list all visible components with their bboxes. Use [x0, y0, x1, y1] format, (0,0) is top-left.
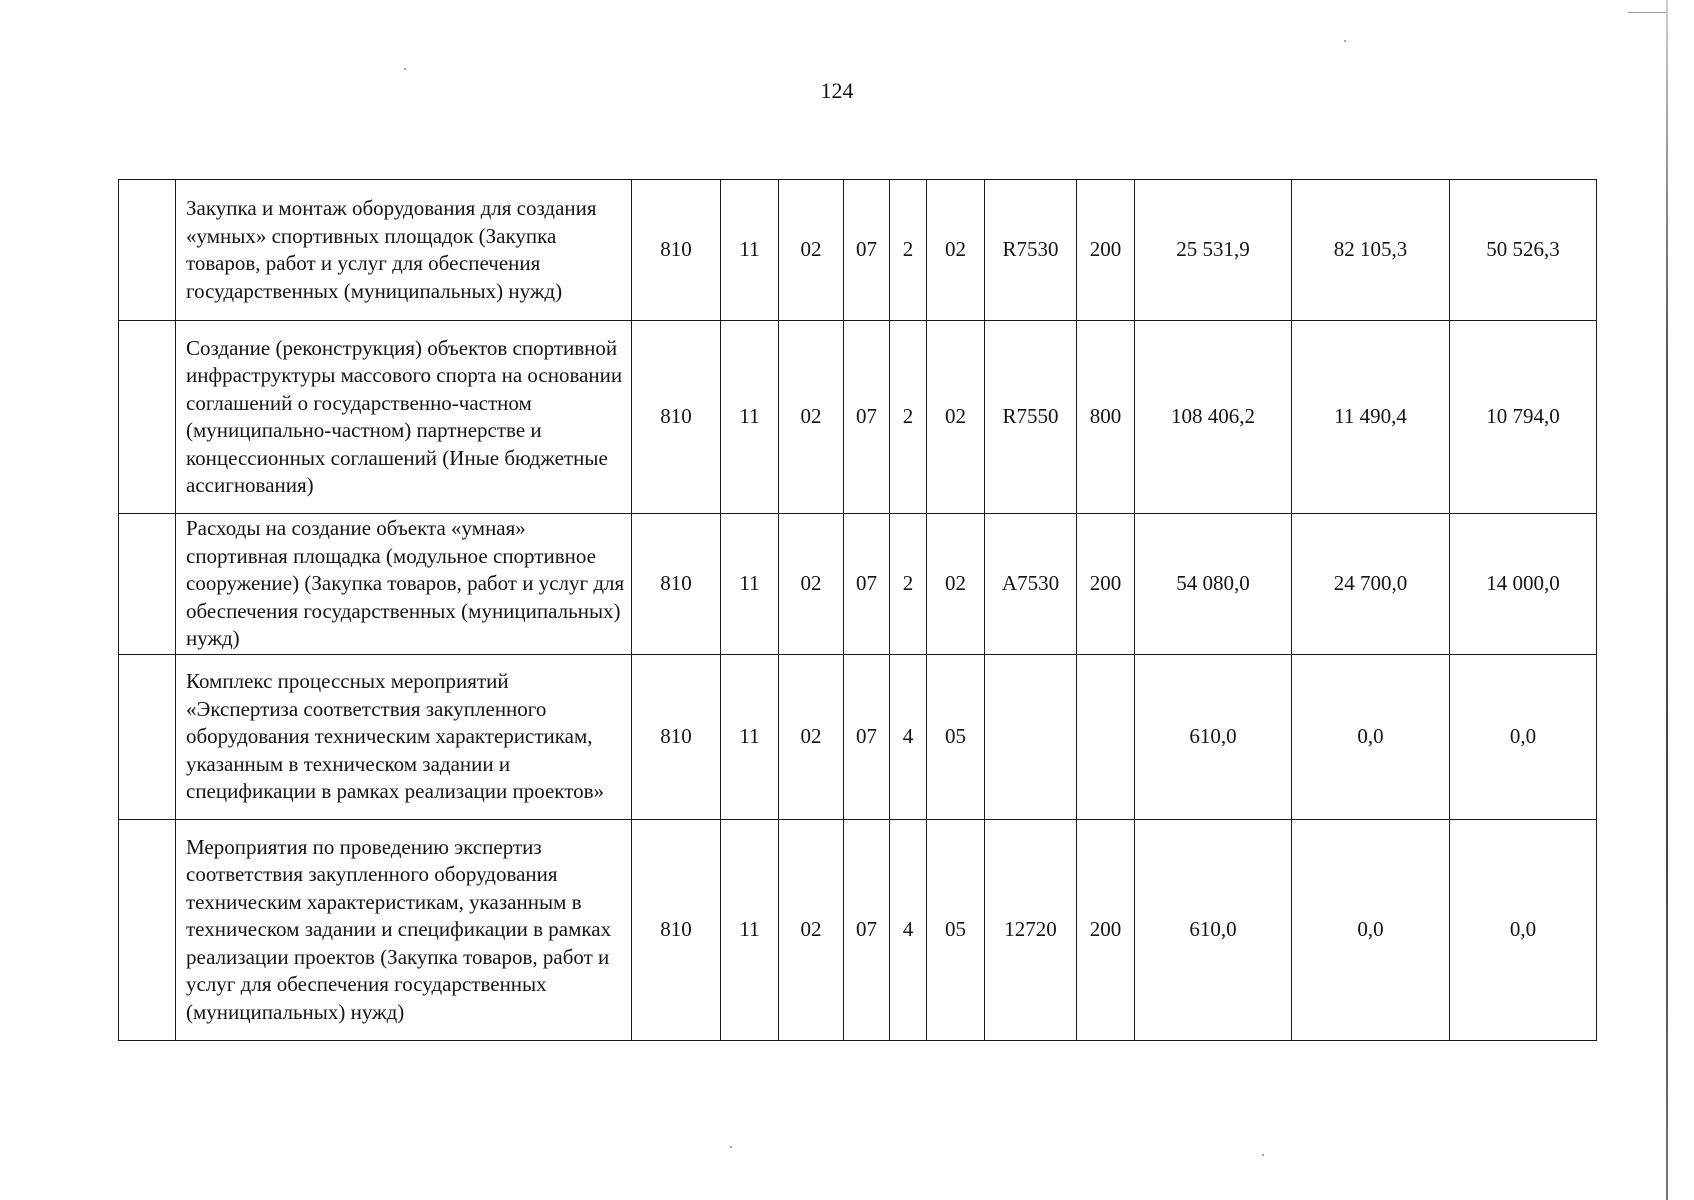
subsection-code-cell: 02 [779, 180, 844, 321]
expense-type-cell: 800 [1077, 321, 1135, 514]
section-code-cell: 11 [721, 514, 779, 655]
amount-year2-cell: 82 105,3 [1292, 180, 1450, 321]
expense-direction-cell: A7530 [985, 514, 1077, 655]
amount-year2-cell: 24 700,0 [1292, 514, 1450, 655]
amount-year1-cell: 610,0 [1135, 655, 1292, 820]
ministry-code-cell: 810 [632, 655, 721, 820]
row-number-cell [119, 180, 176, 321]
description-cell: Расходы на создание объекта «умная» спортивная площадка (модульное спортивное сооружение) (Закупка товаров, работ и услуг для обеспечения государственных (муниципальных) нужд) [176, 514, 632, 655]
section-code-cell: 11 [721, 655, 779, 820]
expense-direction-cell: R7530 [985, 180, 1077, 321]
scan-edge-mark [1628, 12, 1666, 13]
subsection-code-cell: 02 [779, 321, 844, 514]
expense-type-cell: 200 [1077, 514, 1135, 655]
section-code-cell: 11 [721, 820, 779, 1041]
table-row [119, 820, 1597, 1041]
section-code-cell: 11 [721, 180, 779, 321]
table-row [119, 180, 1597, 321]
program-code-cell: 07 [844, 514, 890, 655]
amount-year3-cell: 14 000,0 [1450, 514, 1597, 655]
program-code-cell: 07 [844, 655, 890, 820]
program-type-cell: 2 [890, 321, 927, 514]
program-type-cell: 4 [890, 655, 927, 820]
amount-year2-cell: 0,0 [1292, 820, 1450, 1041]
scan-speck [404, 68, 406, 70]
expense-direction-cell: 12720 [985, 820, 1077, 1041]
structural-element-cell: 02 [927, 514, 985, 655]
amount-year3-cell: 0,0 [1450, 820, 1597, 1041]
section-code-cell: 11 [721, 321, 779, 514]
program-type-cell: 2 [890, 514, 927, 655]
description-cell: Создание (реконструкция) объектов спортивной инфраструктуры массового спорта на основании соглашений о государственно-частном (муниципально-частном) партнерстве и концессионных соглашений (Иные бюджетные ассигнования) [176, 321, 632, 514]
structural-element-cell: 05 [927, 655, 985, 820]
expense-type-cell: 200 [1077, 180, 1135, 321]
structural-element-cell: 05 [927, 820, 985, 1041]
budget-table [118, 179, 1597, 1041]
amount-year3-cell: 0,0 [1450, 655, 1597, 820]
scan-speck [1344, 40, 1346, 42]
amount-year2-cell: 0,0 [1292, 655, 1450, 820]
ministry-code-cell: 810 [632, 321, 721, 514]
row-number-cell [119, 514, 176, 655]
amount-year2-cell: 11 490,4 [1292, 321, 1450, 514]
subsection-code-cell: 02 [779, 655, 844, 820]
page-number: 124 [820, 78, 854, 103]
description-cell: Комплекс процессных мероприятий «Экспертиза соответствия закупленного оборудования техническим характеристикам, указанным в техническом задании и спецификации в рамках реализации проектов» [176, 655, 632, 820]
ministry-code-cell: 810 [632, 514, 721, 655]
subsection-code-cell: 02 [779, 514, 844, 655]
structural-element-cell: 02 [927, 180, 985, 321]
program-code-cell: 07 [844, 180, 890, 321]
expense-direction-cell [985, 655, 1077, 820]
table-row [119, 514, 1597, 655]
subsection-code-cell: 02 [779, 820, 844, 1041]
scan-speck [730, 1146, 732, 1148]
amount-year1-cell: 610,0 [1135, 820, 1292, 1041]
amount-year1-cell: 25 531,9 [1135, 180, 1292, 321]
ministry-code-cell: 810 [632, 820, 721, 1041]
expense-type-cell [1077, 655, 1135, 820]
scan-speck [1262, 1154, 1264, 1156]
program-code-cell: 07 [844, 321, 890, 514]
amount-year3-cell: 50 526,3 [1450, 180, 1597, 321]
expense-direction-cell: R7550 [985, 321, 1077, 514]
table-row [119, 655, 1597, 820]
scan-edge-line [1666, 0, 1668, 1200]
row-number-cell [119, 655, 176, 820]
table-row [119, 321, 1597, 514]
amount-year3-cell: 10 794,0 [1450, 321, 1597, 514]
expense-type-cell: 200 [1077, 820, 1135, 1041]
description-cell: Закупка и монтаж оборудования для создания «умных» спортивных площадок (Закупка товаров, работ и услуг для обеспечения государственных (муниципальных) нужд) [176, 180, 632, 321]
description-cell: Мероприятия по проведению экспертиз соответствия закупленного оборудования техническим характеристикам, указанным в техническом задании и спецификации в рамках реализации проектов (Закупка товаров, работ и услуг для обеспечения государственных (муниципальных) нужд) [176, 820, 632, 1041]
amount-year1-cell: 54 080,0 [1135, 514, 1292, 655]
amount-year1-cell: 108 406,2 [1135, 321, 1292, 514]
row-number-cell [119, 321, 176, 514]
row-number-cell [119, 820, 176, 1041]
structural-element-cell: 02 [927, 321, 985, 514]
ministry-code-cell: 810 [632, 180, 721, 321]
program-code-cell: 07 [844, 820, 890, 1041]
program-type-cell: 4 [890, 820, 927, 1041]
program-type-cell: 2 [890, 180, 927, 321]
